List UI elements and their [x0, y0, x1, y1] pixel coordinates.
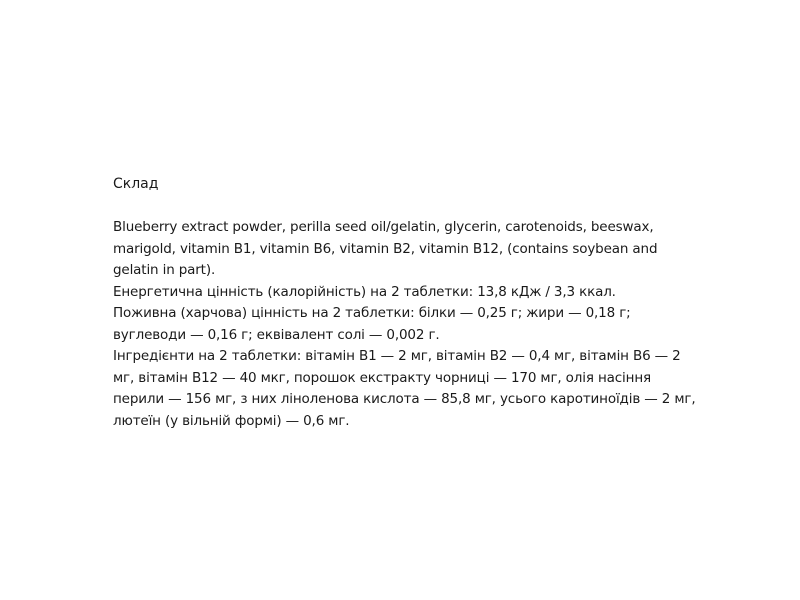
section-body [113, 217, 699, 432]
ingredients-ua-paragraph: Інгредієнти на 2 таблетки: вітамін B1 — 2 мг, вітамін B2 — 0,4 мг, вітамін B6 — 2 мг, вітамін B12 — 40 мкг, порошок екстракту чорниці — 170 мг, олія насіння перили — 156 мг, з них ліноленова кислота — 85,8 мг, усього каротиноїдів — 2 мг, лютеїн (у вільній формі) — 0,6 мг. [113, 348, 696, 429]
section-title: Склад [113, 176, 159, 192]
ingredients-en-paragraph: Blueberry extract powder, perilla seed oil/gelatin, glycerin, carotenoids, beeswax, marigold, vitamin B1, vitamin B6, vitamin B2, vitamin B12, (contains soybean and gelatin in part). [113, 219, 658, 278]
energy-value-paragraph: Енергетична цінність (калорійність) на 2 таблетки: 13,8 кДж / 3,3 ккал. [113, 283, 616, 300]
composition-section [113, 174, 699, 432]
nutrition-value-paragraph: Поживна (харчова) цінність на 2 таблетки: білки — 0,25 г; жири — 0,18 г; вуглеводи — 0,16 г; еквівалент солі — 0,002 г. [113, 305, 631, 343]
